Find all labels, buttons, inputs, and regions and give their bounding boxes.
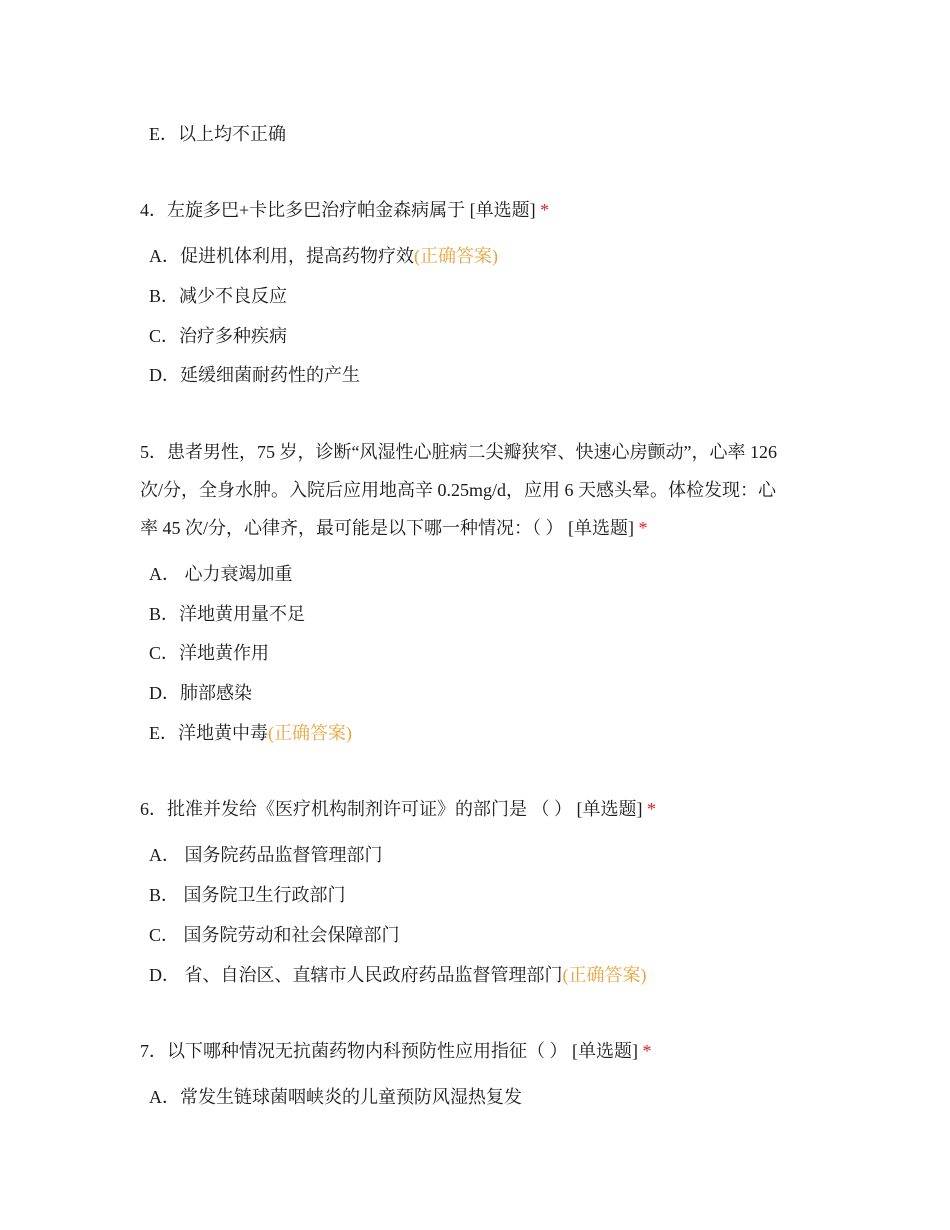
- option-text: A．促进机体利用，提高药物疗效: [149, 246, 414, 266]
- question-text: 次/分，全身水肿。入院后应用地高辛 0.25mg/d，应用 6 天感头晕。体检发现：心: [140, 480, 776, 500]
- option-text: B．洋地黄用量不足: [149, 604, 306, 624]
- question-text: 率 45 次/分，心律齐，最可能是以下哪一种情况：（ ） [单选题]: [140, 518, 634, 538]
- question-7: [140, 1039, 652, 1063]
- required-marker: *: [642, 1041, 652, 1061]
- q5-option-b: [149, 602, 305, 626]
- q6-option-c: [149, 923, 400, 947]
- option-text: C． 国务院劳动和社会保障部门: [149, 925, 400, 945]
- q5-option-d: [149, 681, 252, 705]
- option-text: C．洋地黄作用: [149, 643, 270, 663]
- question-5-line-3: [140, 516, 648, 540]
- required-marker: *: [647, 799, 656, 819]
- question-6: [140, 797, 656, 821]
- q5-option-a: [149, 562, 293, 586]
- q4-option-d: [149, 363, 360, 387]
- question-5-line-1: [140, 440, 777, 464]
- q4-option-b: [149, 284, 287, 308]
- option-text: B．减少不良反应: [149, 286, 288, 306]
- required-marker: *: [540, 200, 550, 220]
- question-text: 5．患者男性，75 岁，诊断“风湿性心脏病二尖瓣狭窄、快速心房颤动”，心率 126: [140, 442, 777, 462]
- option-text: A． 心力衰竭加重: [149, 564, 293, 584]
- option-text: A． 国务院药品监督管理部门: [149, 845, 383, 865]
- correct-answer-tag: (正确答案): [268, 723, 352, 743]
- question-4: [140, 198, 549, 222]
- option-text: D．延缓细菌耐药性的产生: [149, 365, 360, 385]
- option-text: D．肺部感染: [149, 683, 252, 703]
- question-text: 7．以下哪种情况无抗菌药物内科预防性应用指征（ ） [单选题]: [140, 1041, 638, 1061]
- question-text: 6．批准并发给《医疗机构制剂许可证》的部门是 （ ） [单选题]: [140, 799, 643, 819]
- option-text: D． 省、自治区、直辖市人民政府药品监督管理部门: [149, 965, 563, 985]
- q7-option-a: [149, 1085, 522, 1109]
- correct-answer-tag: (正确答案): [562, 965, 647, 985]
- question-5-line-2: [140, 478, 776, 502]
- q3-option-e: [149, 122, 286, 146]
- option-text: B． 国务院卫生行政部门: [149, 885, 346, 905]
- option-text: C．治疗多种疾病: [149, 326, 288, 346]
- correct-answer-tag: (正确答案): [414, 246, 498, 266]
- q4-option-c: [149, 324, 287, 348]
- q5-option-e: [149, 721, 352, 745]
- option-text: E．洋地黄中毒: [149, 723, 268, 743]
- required-marker: *: [638, 518, 648, 538]
- q4-option-a: [149, 244, 498, 268]
- q5-option-c: [149, 641, 269, 665]
- option-text: A．常发生链球菌咽峡炎的儿童预防风湿热复发: [149, 1087, 522, 1107]
- q6-option-a: [149, 843, 383, 867]
- option-text: E．以上均不正确: [149, 124, 286, 144]
- q6-option-b: [149, 883, 346, 907]
- q6-option-d: [149, 963, 647, 987]
- question-text: 左旋多巴+卡比多巴治疗帕金森病属于 [单选题]: [167, 200, 536, 220]
- question-number: 4．: [140, 200, 167, 220]
